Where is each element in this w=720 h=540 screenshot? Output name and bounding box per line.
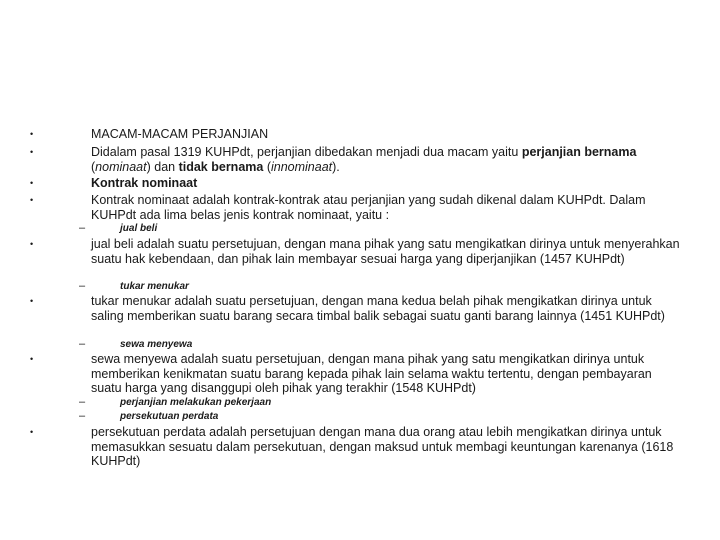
sub-heading-perjanjian-pekerjaan: perjanjian melakukan pekerjaan	[120, 397, 272, 408]
nominaat-description: Kontrak nominaat adalah kontrak-kontrak atau perjanjian yang sudah dikenal dalam KUHPdt. Dalam KUHPdt ada lima belas jenis kontrak nominaat, yaitu :	[91, 193, 646, 222]
intro-text-3: (	[91, 159, 96, 174]
intro-text-9: ).	[332, 159, 340, 174]
sub-heading-persekutuan-perdata: persekutuan perdata	[120, 411, 219, 422]
sub-heading-sewa-menyewa: sewa menyewa	[120, 339, 193, 350]
bullet-marker: •	[30, 129, 34, 139]
dash-marker: –	[79, 280, 86, 292]
nominaat-heading: Kontrak nominaat	[91, 176, 198, 190]
dash-marker: –	[79, 338, 86, 350]
dash-marker: –	[79, 222, 86, 234]
bullet-marker: •	[30, 178, 34, 188]
bullet-marker: •	[30, 239, 34, 249]
intro-term-tidak-bernama: tidak bernama	[178, 159, 264, 174]
dash-marker: –	[79, 396, 86, 408]
intro-term-bernama: perjanjian bernama	[521, 145, 637, 159]
intro-text-5: ) dan	[146, 159, 179, 174]
bullet-marker: •	[30, 354, 34, 364]
bullet-marker: •	[30, 296, 34, 306]
intro-paragraph	[91, 145, 681, 174]
persekutuan-perdata-description: persekutuan perdata adalah persetujuan dengan mana dua orang atau lebih mengikatkan dirinya untuk memasukkan sesuatu dalam persekutuan, dengan maksud untuk membagi keuntungan karenanya (1618 KUHPdt)	[91, 425, 674, 469]
intro-term-nominaat: nominaat	[95, 159, 147, 174]
jual-beli-description: jual beli adalah suatu persetujuan, dengan mana pihak yang satu mengikatkan dirinya untuk menyerahkan suatu hak kebendaan, dan pihak lain membayar sesuai harga yang diperjanjikan (1457 KUHPdt)	[91, 237, 680, 266]
sub-heading-jual-beli: jual beli	[120, 223, 158, 234]
sub-heading-tukar-menukar: tukar menukar	[120, 281, 189, 292]
bullet-marker: •	[30, 147, 34, 157]
tukar-menukar-description: tukar menukar adalah suatu persetujuan, dengan mana kedua belah pihak mengikatkan dirinya untuk saling memberikan suatu barang secara timbal balik sebagai suatu ganti barang lainnya (1451 KUHPdt)	[91, 294, 665, 323]
bullet-marker: •	[30, 195, 34, 205]
bullet-marker: •	[30, 427, 34, 437]
sewa-menyewa-description: sewa menyewa adalah suatu persetujuan, dengan mana pihak yang satu mengikatkan dirinya untuk memberikan kenikmatan suatu barang kepada pihak lain selama waktu tertentu, dengan pembayaran suatu harga yang disanggupi oleh pihak yang terakhir (1548 KUHPdt)	[91, 352, 652, 396]
intro-text-1: Didalam pasal 1319 KUHPdt, perjanjian dibedakan menjadi dua macam yaitu	[91, 145, 522, 159]
slide-title: MACAM-MACAM PERJANJIAN	[91, 127, 269, 141]
intro-term-innominaat: innominaat	[270, 159, 333, 174]
dash-marker: –	[79, 410, 86, 422]
intro-text-7: (	[263, 159, 271, 174]
